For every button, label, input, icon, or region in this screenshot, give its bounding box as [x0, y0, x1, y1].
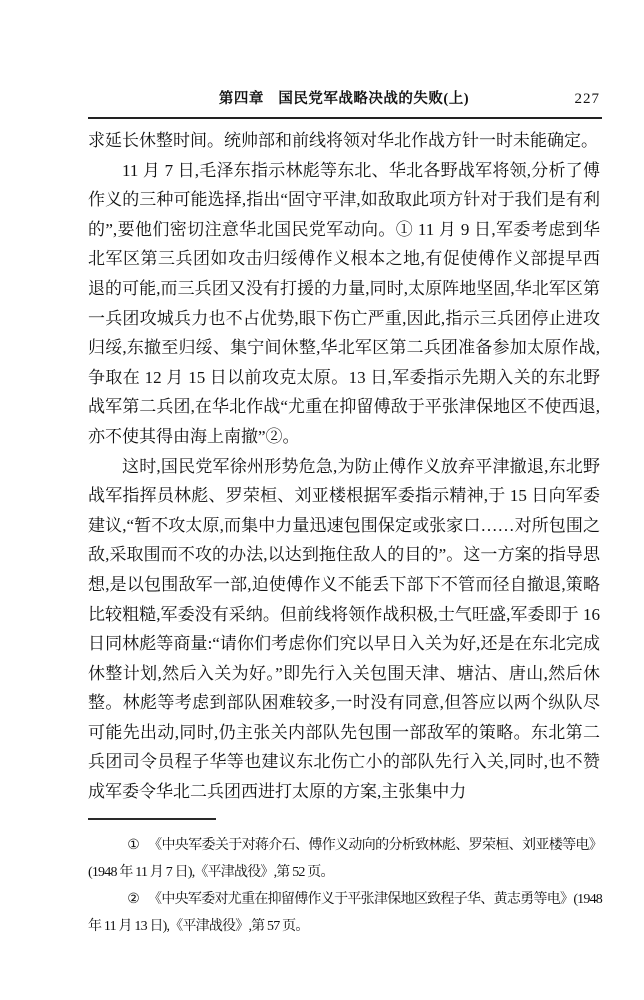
footnote-marker: ②: [127, 892, 140, 907]
paragraph: 求延长休整时间。统帅部和前线将领对华北作战方针一时未能确定。: [88, 131, 598, 150]
header-rule: [88, 117, 602, 119]
footnotes: [88, 832, 602, 940]
footnote: [88, 832, 602, 886]
footnote-text: 《中央军委对尤重在抑留傅作义于平张津保地区致程子华、黄志勇等电》(1948 年 11 月 13 日),《平津战役》,第 57 页。: [88, 892, 602, 934]
footnote-separator: [88, 818, 216, 820]
chapter-title: 国民党军战略决战的失败(上): [278, 91, 470, 107]
page-number: 227: [574, 91, 600, 107]
body-text: [88, 126, 600, 807]
chapter-label: 第四章: [218, 91, 264, 107]
paragraph: 这时,国民党军徐州形势危急,为防止傅作义放弃平津撤退,东北野战军指挥员林彪、罗荣桓、刘亚楼根据军委指示精神,于 15 日向军委建议,“暂不攻太原,而集中力量迅速包围保定或张家口……对所包围之敌,采取围而不攻的办法,以达到拖住敌人的目的”。这一方案的指导思想,是以包围敌军一部,迫使傅作义不能丢下部下不管而径自撤退,策略比较粗糙,军委没有采纳。但前线将领作战积极,士气旺盛,军委即于 16 日同林彪等商量:“请你们考虑你们究以早日入关为好,还是在东北完成休整计划,然后入关为好。”即先行入关包围天津、塘沽、唐山,然后休整。林彪等考虑到部队困难较多,一时没有同意,但答应以两个纵队尽可能先出动,同时,仍主张关内部队先包围一部敌军的策略。东北第二兵团司令员程子华等也建议东北伤亡小的部队先行入关,同时,也不赞成军委令华北二兵团西进打太原的方案,主张集中力: [88, 456, 600, 802]
running-header: [88, 88, 600, 110]
paragraph: 11 月 7 日,毛泽东指示林彪等东北、华北各野战军将领,分析了傅作义的三种可能选择,指出“固守平津,如敌取此项方针对于我们是有利的”,要他们密切注意华北国民党军动向。① 11 月 9 日,军委考虑到华北军区第三兵团如攻击归绥傅作义根本之地,有促使傅作义部提早西退的可能,而三兵团又没有打援的力量,同时,太原阵地坚固,华北军区第一兵团攻城兵力也不占优势,眼下伤亡严重,因此,指示三兵团停止进攻归绥,东撤至归绥、集宁间休整,华北军区第二兵团准备参加太原作战,争取在 12 月 15 日以前攻克太原。13 日,军委指示先期入关的东北野战军第二兵团,在华北作战“尤重在抑留傅敌于平张津保地区不使西退,亦不使其得由海上南撤”②。: [88, 160, 600, 446]
footnote: [88, 886, 602, 940]
footnote-text: 《中央军委关于对蒋介石、傅作义动向的分析致林彪、罗荣桓、刘亚楼等电》(1948 年 11 月 7 日),《平津战役》,第 52 页。: [88, 838, 602, 880]
footnote-marker: ①: [127, 838, 140, 853]
